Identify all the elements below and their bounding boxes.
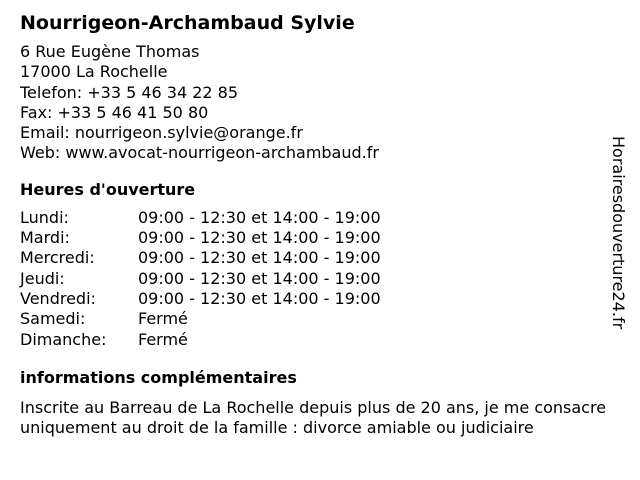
time-value: 09:00 - 12:30 et 14:00 - 19:00 [138, 268, 381, 288]
hours-row-tuesday [20, 228, 610, 248]
info-heading: informations complémentaires [20, 367, 297, 387]
time-value: 09:00 - 12:30 et 14:00 - 19:00 [138, 248, 381, 268]
email-address[interactable]: Email: nourrigeon.sylvie@orange.fr [20, 123, 303, 143]
time-value: Fermé [138, 329, 188, 349]
hours-row-sunday [20, 330, 610, 350]
day-label: Lundi: [20, 207, 69, 227]
time-value: 09:00 - 12:30 et 14:00 - 19:00 [138, 288, 381, 308]
hours-row-wednesday [20, 248, 610, 268]
contact-block [20, 42, 610, 164]
day-label: Jeudi: [20, 268, 65, 288]
watermark-text: Horairesdouverture24.fr [609, 136, 628, 330]
day-label: Mardi: [20, 228, 70, 248]
day-label: Mercredi: [20, 248, 95, 268]
time-value: 09:00 - 12:30 et 14:00 - 19:00 [138, 228, 381, 248]
time-value: 09:00 - 12:30 et 14:00 - 19:00 [138, 207, 381, 227]
website-link[interactable]: Web: www.avocat-nourrigeon-archambaud.fr [20, 143, 379, 163]
hours-heading: Heures d'ouverture [20, 179, 196, 199]
time-value: Fermé [138, 309, 188, 329]
business-card [20, 8, 610, 438]
phone-number[interactable]: Telefon: +33 5 46 34 22 85 [20, 82, 239, 102]
hours-row-friday [20, 289, 610, 309]
address-line-1: 6 Rue Eugène Thomas [20, 42, 200, 61]
day-label: Samedi: [20, 309, 86, 329]
hours-row-monday [20, 208, 610, 228]
info-description: Inscrite au Barreau de La Rochelle depuis plus de 20 ans, je me consacre uniquement au droit de la famille : divorce amiable ou judiciaire [20, 397, 607, 438]
fax-number: Fax: +33 5 46 41 50 80 [20, 102, 209, 122]
day-label: Dimanche: [20, 329, 107, 349]
address-line-2: 17000 La Rochelle [20, 62, 168, 82]
hours-row-saturday [20, 309, 610, 329]
business-name: Nourrigeon-Archambaud Sylvie [20, 12, 355, 34]
day-label: Vendredi: [20, 288, 96, 308]
hours-row-thursday [20, 269, 610, 289]
opening-hours-table [20, 208, 610, 350]
